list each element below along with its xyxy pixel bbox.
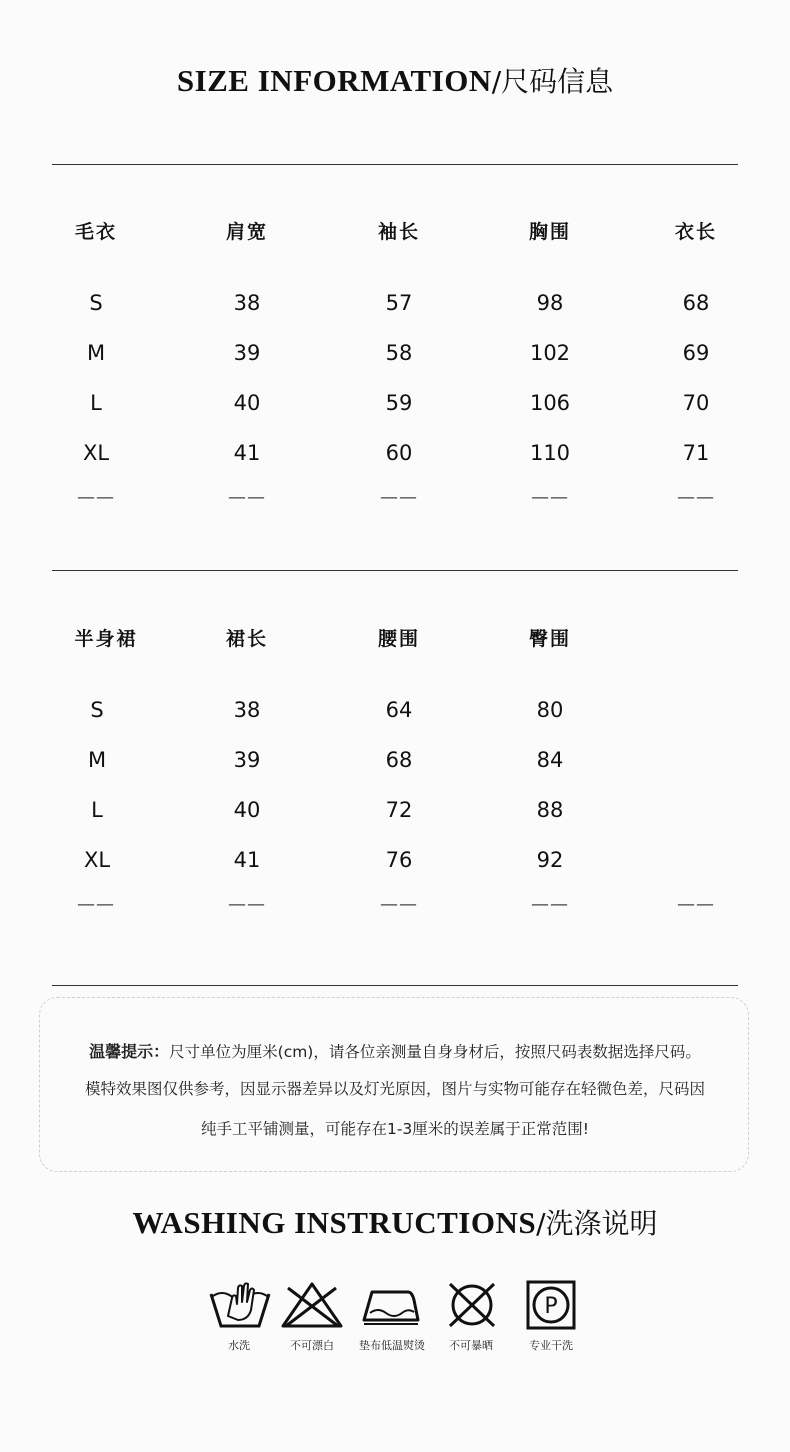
notice-box bbox=[39, 997, 749, 1172]
table-cell: 39 bbox=[233, 341, 261, 365]
washing-title bbox=[0, 1202, 790, 1242]
divider bbox=[52, 985, 738, 986]
notice-line-2: 模特效果图仅供参考，因显示器差异以及灯光原因，图片与实物可能存在轻微色差，尺码因 bbox=[84, 1080, 705, 1098]
table-cell: 92 bbox=[536, 848, 564, 872]
table-cell: 68 bbox=[682, 291, 710, 315]
table-cell: M bbox=[86, 341, 106, 365]
table-cell: 84 bbox=[536, 748, 564, 772]
table-cell: 58 bbox=[385, 341, 413, 365]
table-cell: 40 bbox=[233, 391, 261, 415]
divider bbox=[52, 570, 738, 571]
table-cell: 72 bbox=[385, 798, 413, 822]
size-title-en: SIZE INFORMATION bbox=[176, 63, 492, 98]
table-cell: 69 bbox=[682, 341, 710, 365]
empty-cell: —— bbox=[677, 487, 715, 508]
table-cell: 38 bbox=[233, 291, 261, 315]
table-cell: 68 bbox=[385, 748, 413, 772]
empty-cell: —— bbox=[380, 487, 418, 508]
table-cell: S bbox=[90, 698, 104, 722]
empty-cell: —— bbox=[380, 894, 418, 915]
notice-line-1 bbox=[40, 1039, 750, 1062]
table-cell: 71 bbox=[682, 441, 710, 465]
dry-clean-icon bbox=[519, 1280, 583, 1330]
sweater-header: 袖长 bbox=[377, 221, 420, 243]
size-title-zh: /尺码信息 bbox=[491, 65, 614, 98]
table-cell: 98 bbox=[536, 291, 564, 315]
sweater-header: 肩宽 bbox=[225, 221, 268, 243]
skirt-header: 半身裙 bbox=[74, 628, 138, 650]
notice-label: 温馨提示： bbox=[89, 1042, 170, 1061]
no-bleach-icon bbox=[280, 1280, 344, 1330]
table-cell: 41 bbox=[233, 848, 261, 872]
notice-line-3: 纯手工平铺测量，可能存在1-3厘米的误差属于正常范围! bbox=[200, 1120, 590, 1138]
table-cell: 59 bbox=[385, 391, 413, 415]
size-title bbox=[0, 60, 790, 100]
sweater-header: 胸围 bbox=[528, 221, 571, 243]
empty-cell: —— bbox=[531, 894, 569, 915]
table-cell: 88 bbox=[536, 798, 564, 822]
table-cell: 76 bbox=[385, 848, 413, 872]
empty-cell: —— bbox=[77, 487, 115, 508]
empty-cell: —— bbox=[677, 894, 715, 915]
svg-text:P: P bbox=[544, 1294, 558, 1319]
notice-text-1: 尺寸单位为厘米(cm)，请各位亲测量自身身材后，按照尺码表数据选择尺码。 bbox=[169, 1043, 701, 1061]
sweater-header: 衣长 bbox=[674, 221, 717, 243]
table-cell: 106 bbox=[529, 391, 571, 415]
table-cell: 102 bbox=[529, 341, 571, 365]
empty-cell: —— bbox=[228, 894, 266, 915]
table-cell: 38 bbox=[233, 698, 261, 722]
skirt-header: 裙长 bbox=[225, 628, 268, 650]
skirt-header: 臀围 bbox=[528, 628, 571, 650]
table-cell: 64 bbox=[385, 698, 413, 722]
table-cell: XL bbox=[83, 848, 111, 872]
care-label: 水洗 bbox=[228, 1339, 250, 1352]
table-cell: 57 bbox=[385, 291, 413, 315]
low-iron-icon bbox=[358, 1280, 422, 1330]
table-cell: L bbox=[90, 391, 102, 415]
table-cell: S bbox=[89, 291, 103, 315]
empty-cell: —— bbox=[531, 487, 569, 508]
table-cell: 70 bbox=[682, 391, 710, 415]
table-cell: 39 bbox=[233, 748, 261, 772]
table-cell: 110 bbox=[529, 441, 571, 465]
table-cell: 40 bbox=[233, 798, 261, 822]
care-label: 垫布低温熨烫 bbox=[359, 1339, 425, 1352]
empty-cell: —— bbox=[228, 487, 266, 508]
table-cell: M bbox=[87, 748, 107, 772]
table-cell: L bbox=[91, 798, 103, 822]
washing-title-en: WASHING INSTRUCTIONS bbox=[132, 1205, 537, 1240]
hand-wash-icon bbox=[208, 1280, 272, 1330]
sweater-header: 毛衣 bbox=[74, 221, 117, 243]
care-label: 专业干洗 bbox=[529, 1339, 573, 1352]
washing-title-zh: /洗涤说明 bbox=[536, 1207, 658, 1240]
table-cell: 80 bbox=[536, 698, 564, 722]
care-label: 不可漂白 bbox=[290, 1339, 334, 1352]
empty-cell: —— bbox=[77, 894, 115, 915]
table-cell: 41 bbox=[233, 441, 261, 465]
care-label: 不可暴晒 bbox=[449, 1339, 493, 1352]
divider bbox=[52, 164, 738, 165]
table-cell: XL bbox=[82, 441, 110, 465]
table-cell: 60 bbox=[385, 441, 413, 465]
no-tumble-dry-icon bbox=[440, 1280, 504, 1330]
skirt-header: 腰围 bbox=[377, 628, 420, 650]
